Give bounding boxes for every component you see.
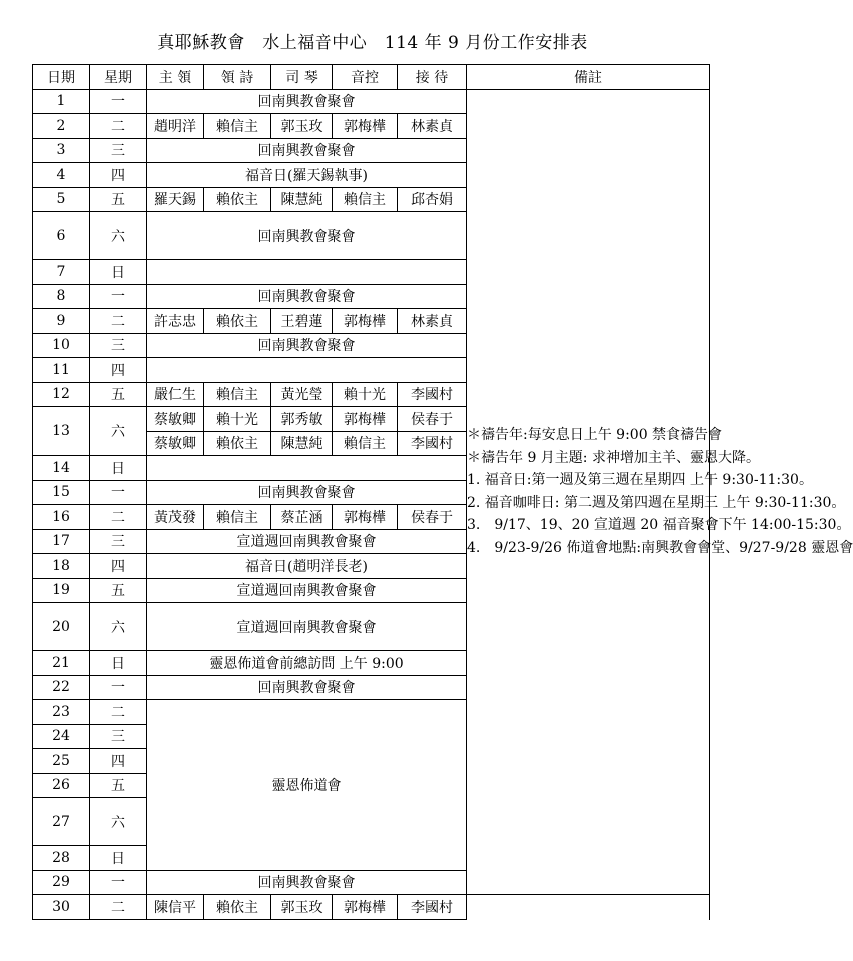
sound-cell: 賴信主	[333, 187, 398, 212]
hymn-cell: 賴信主	[204, 114, 271, 139]
weekday-cell: 一	[90, 480, 147, 505]
date-cell: 5	[33, 187, 90, 212]
weekday-cell: 二	[90, 700, 147, 725]
usher-cell: 侯春于	[398, 505, 467, 530]
note-item: ＊禱告年 9 月主題: 求神增加主羊、靈恩大降。	[467, 449, 760, 466]
date-cell: 27	[33, 798, 90, 846]
date-cell: 28	[33, 846, 90, 871]
sound-cell: 賴信主	[333, 431, 398, 456]
lead-cell: 許志忠	[147, 309, 204, 334]
hymn-cell: 賴依主	[204, 187, 271, 212]
sound-cell: 郭梅樺	[333, 114, 398, 139]
event-cell	[147, 260, 467, 285]
date-cell: 20	[33, 603, 90, 651]
weekday-cell: 一	[90, 89, 147, 114]
date-cell: 19	[33, 578, 90, 603]
weekday-cell: 二	[90, 114, 147, 139]
date-cell: 11	[33, 358, 90, 383]
sound-cell: 郭梅樺	[333, 407, 398, 432]
usher-cell: 李國村	[398, 382, 467, 407]
header-lead: 主 領	[147, 65, 204, 90]
weekday-cell: 一	[90, 675, 147, 700]
header-date: 日期	[33, 65, 90, 90]
weekday-cell: 六	[90, 798, 147, 846]
event-cell	[147, 358, 467, 383]
lead-cell: 陳信平	[147, 895, 204, 920]
lead-cell: 黃茂發	[147, 505, 204, 530]
event-cell: 回南興教會聚會	[147, 138, 467, 163]
lead-cell: 蔡敏卿	[147, 407, 204, 432]
weekday-cell: 一	[90, 284, 147, 309]
date-cell: 17	[33, 529, 90, 554]
weekday-cell: 三	[90, 333, 147, 358]
usher-cell: 邱杏娟	[398, 187, 467, 212]
weekday-cell: 二	[90, 505, 147, 530]
weekday-cell: 一	[90, 870, 147, 895]
usher-cell: 侯春于	[398, 407, 467, 432]
lead-cell: 蔡敏卿	[147, 431, 204, 456]
weekday-cell: 五	[90, 382, 147, 407]
schedule-table	[32, 64, 853, 920]
hymn-cell: 賴信主	[204, 382, 271, 407]
date-cell: 14	[33, 456, 90, 481]
note-item: ＊禱告年:每安息日上午 9:00 禁食禱告會	[467, 427, 723, 444]
usher-cell: 林素貞	[398, 114, 467, 139]
date-cell: 26	[33, 773, 90, 798]
header-weekday: 星期	[90, 65, 147, 90]
piano-cell: 王碧蓮	[271, 309, 333, 334]
date-cell: 3	[33, 138, 90, 163]
date-cell: 13	[33, 407, 90, 456]
weekday-cell: 四	[90, 749, 147, 774]
piano-cell: 黃光瑩	[271, 382, 333, 407]
date-cell: 29	[33, 870, 90, 895]
weekday-cell: 五	[90, 773, 147, 798]
sound-cell: 賴十光	[333, 382, 398, 407]
date-cell: 30	[33, 895, 90, 920]
page-title: 真耶穌教會 水上福音中心 114 年 9 月份工作安排表	[157, 33, 588, 53]
header-notes: 備註	[467, 65, 710, 90]
date-cell: 24	[33, 724, 90, 749]
lead-cell: 嚴仁生	[147, 382, 204, 407]
lead-cell: 羅天錫	[147, 187, 204, 212]
weekday-cell: 二	[90, 895, 147, 920]
header-row	[33, 65, 710, 90]
date-cell: 15	[33, 480, 90, 505]
note-item: 2. 福音咖啡日: 第二週及第四週在星期三 上午 9:30-11:30。	[467, 494, 846, 511]
note-item: 3. 9/17、19、20 宣道週 20 福音聚會下午 14:00-15:30。	[467, 517, 851, 534]
date-cell: 25	[33, 749, 90, 774]
event-cell: 靈恩佈道會前總訪問 上午 9:00	[147, 651, 467, 676]
weekday-cell: 三	[90, 529, 147, 554]
date-cell: 12	[33, 382, 90, 407]
date-cell: 21	[33, 651, 90, 676]
hymn-cell: 賴依主	[204, 431, 271, 456]
date-cell: 4	[33, 163, 90, 188]
hymn-cell: 賴信主	[204, 505, 271, 530]
piano-cell: 蔡芷涵	[271, 505, 333, 530]
table-row	[33, 89, 710, 114]
hymn-cell: 賴十光	[204, 407, 271, 432]
hymn-cell: 賴依主	[204, 309, 271, 334]
date-cell: 10	[33, 333, 90, 358]
weekday-cell: 五	[90, 578, 147, 603]
piano-cell: 郭玉玫	[271, 114, 333, 139]
note-item: 4. 9/23-9/26 佈道會地點:南興教會會堂、9/27-9/28 靈恩會	[467, 539, 853, 556]
hymn-cell: 賴依主	[204, 895, 271, 920]
event-cell: 回南興教會聚會	[147, 284, 467, 309]
usher-cell: 林素貞	[398, 309, 467, 334]
weekday-cell: 六	[90, 603, 147, 651]
weekday-cell: 日	[90, 260, 147, 285]
usher-cell: 李國村	[398, 895, 467, 920]
piano-cell: 郭玉玫	[271, 895, 333, 920]
date-cell: 2	[33, 114, 90, 139]
date-cell: 8	[33, 284, 90, 309]
sound-cell: 郭梅樺	[333, 505, 398, 530]
date-cell: 16	[33, 505, 90, 530]
event-cell: 宣道週回南興教會聚會	[147, 529, 467, 554]
event-cell: 福音日(羅天錫執事)	[147, 163, 467, 188]
date-cell: 22	[33, 675, 90, 700]
event-cell: 回南興教會聚會	[147, 480, 467, 505]
notes-cell	[467, 89, 853, 895]
piano-cell: 陳慧純	[271, 431, 333, 456]
piano-cell: 郭秀敏	[271, 407, 333, 432]
date-cell: 6	[33, 212, 90, 260]
weekday-cell: 四	[90, 163, 147, 188]
event-cell: 回南興教會聚會	[147, 333, 467, 358]
lead-cell: 趙明洋	[147, 114, 204, 139]
usher-cell: 李國村	[398, 431, 467, 456]
weekday-cell: 二	[90, 309, 147, 334]
header-sound: 音控	[333, 65, 398, 90]
date-cell: 23	[33, 700, 90, 725]
date-cell: 18	[33, 554, 90, 579]
sound-cell: 郭梅樺	[333, 309, 398, 334]
weekday-cell: 四	[90, 358, 147, 383]
weekday-cell: 六	[90, 212, 147, 260]
event-cell: 回南興教會聚會	[147, 89, 467, 114]
weekday-cell: 日	[90, 846, 147, 871]
weekday-cell: 三	[90, 138, 147, 163]
table-row	[33, 895, 710, 920]
date-cell: 7	[33, 260, 90, 285]
header-usher: 接 待	[398, 65, 467, 90]
event-cell: 福音日(趙明洋長老)	[147, 554, 467, 579]
weekday-cell: 四	[90, 554, 147, 579]
event-cell: 宣道週回南興教會聚會	[147, 603, 467, 651]
event-cell: 回南興教會聚會	[147, 212, 467, 260]
event-cell: 宣道週回南興教會聚會	[147, 578, 467, 603]
weekday-cell: 日	[90, 456, 147, 481]
event-cell: 回南興教會聚會	[147, 675, 467, 700]
weekday-cell: 三	[90, 724, 147, 749]
piano-cell: 陳慧純	[271, 187, 333, 212]
big-event-cell: 靈恩佈道會	[147, 700, 467, 871]
header-piano: 司 琴	[271, 65, 333, 90]
sound-cell: 郭梅樺	[333, 895, 398, 920]
date-cell: 9	[33, 309, 90, 334]
date-cell: 1	[33, 89, 90, 114]
event-cell: 回南興教會聚會	[147, 870, 467, 895]
weekday-cell: 日	[90, 651, 147, 676]
note-item: 1. 福音日:第一週及第三週在星期四 上午 9:30-11:30。	[467, 472, 813, 489]
weekday-cell: 五	[90, 187, 147, 212]
weekday-cell: 六	[90, 407, 147, 456]
header-hymn: 領 詩	[204, 65, 271, 90]
event-cell	[147, 456, 467, 481]
